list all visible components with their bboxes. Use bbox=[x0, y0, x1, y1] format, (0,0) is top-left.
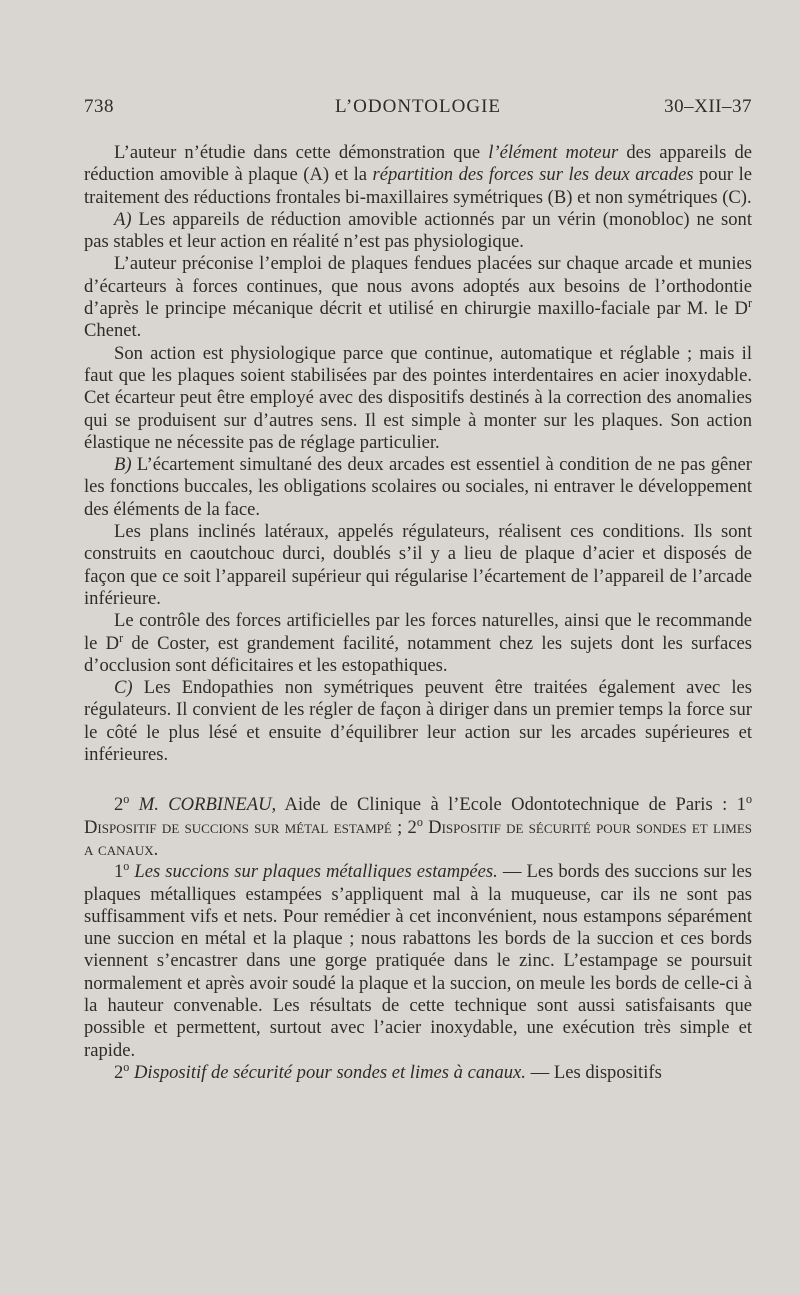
paragraph-section-a: A) Les appareils de réduction amovible actionnés par un vérin (monobloc) ne sont pas stables et leur action en réalité n’est pas physiologique. bbox=[84, 208, 752, 253]
article-body bbox=[84, 142, 752, 1084]
page-number: 738 bbox=[84, 96, 114, 117]
subsection-title: Les succions sur plaques métalliques estampées. bbox=[129, 861, 498, 883]
paragraph-subsection-2: 2$^o$ Dispositif de sécurité pour sondes et limes à canaux. — Les dispositifs bbox=[114, 1059, 662, 1083]
paragraph: L’auteur préconise l’emploi de plaques fendues placées sur chaque arcade et munies d’écarteurs à forces continues, que nous avons adoptés aux besoins de l’orthodontie d’après le principe mécanique décrit et utilisé en chirurgie maxillo-faciale par M. le $D^r$ Chenet. bbox=[84, 253, 752, 342]
paragraph: Le contrôle des forces artificielles par les forces naturelles, ainsi que le recommande le $D^r$ de Coster, est grandement facilité, notamment chez les sujets dont les surfaces d’occlusion sont déficitaires et les estopathiques. bbox=[84, 610, 752, 676]
section-label: C) bbox=[114, 677, 133, 699]
paragraph-section-c: C) Les Endopathies non symétriques peuvent être traitées également avec les régulateurs. Il convient de les régler de façon à diriger dans un premier temps la force sur le côté le plus lésé et ensuite d’équilibrer leur action sur les arcades supérieures et inférieures. bbox=[84, 677, 752, 766]
paragraph-presentation-2: 2$^o$ M. CORBINEAU, Aide de Clinique à l’Ecole Odontotechnique de Paris : 1$^o$ Dispositif de succions sur métal estampé ; 2$^o$ Dispositif de sécurité pour sondes et limes a canaux. bbox=[84, 792, 752, 860]
section-label: A) bbox=[114, 208, 132, 230]
running-title: L’ODONTOLOGIE bbox=[334, 96, 502, 117]
paragraph: Son action est physiologique parce que continue, automatique et réglable ; mais il faut que les plaques soient stabilisées par des pointes interdentaires en acier inoxydable. Cet écarteur peut être employé avec des dispositifs destinés à la correction des anomalies qui se produisent sur d’autres sens. Il est simple à monter sur les plaques. Son action élastique ne nécessite pas de réglage particulier. bbox=[84, 342, 752, 453]
paragraph-subsection-1: 1$^o$ Les succions sur plaques métalliques estampées. — Les bords des succions sur les plaques métalliques estampées s’appliquent mal à la muqueuse, car ils ne sont pas suffisamment vifs et nets. Pour remédier à cet inconvénient, nous estampons séparément une succion en métal et la plaque ; nous rabattons les bords de la succion et ces bords viennent s’encastrer dans une gorge pratiquée dans le zinc. L’estampage se poursuit normalement et après avoir soudé la plaque et la succion, on meule les bords de celle-ci à la hauteur convenable. Les résultats de cette technique sont aussi satisfaisants que possible et permettent, surtout avec l’acier inoxydable, une exécution très simple et rapide. bbox=[84, 859, 753, 1061]
author-name: M. CORBINEAU, bbox=[129, 794, 277, 816]
running-header bbox=[84, 96, 752, 126]
section-label: B) bbox=[114, 454, 132, 476]
issue-date: 30–XII–37 bbox=[664, 96, 752, 117]
paragraph-intro: L’auteur n’étudie dans cette démonstration que l’élément moteur des appareils de réduction amovible à plaque (A) et la répartition des forces sur les deux arcades pour le traitement des réductions frontales bi-maxillaires symétriques (B) et non symétriques (C). bbox=[84, 142, 753, 208]
paragraph: Les plans inclinés latéraux, appelés régulateurs, réalisent ces conditions. Ils sont construits en caoutchouc durci, doublés s’il y a lieu de plaque d’acier et disposés de façon que ce soit l’appareil supérieur qui régularise l’écartement de l’appareil de l’arcade inférieure. bbox=[84, 521, 752, 609]
subsection-title: Dispositif de sécurité pour sondes et limes à canaux. bbox=[129, 1061, 526, 1083]
paragraph-section-b: B) L’écartement simultané des deux arcades est essentiel à condition de ne pas gêner les fonctions buccales, les obligations scolaires ou sociales, ni entraver le développement des éléments de la face. bbox=[84, 454, 752, 520]
